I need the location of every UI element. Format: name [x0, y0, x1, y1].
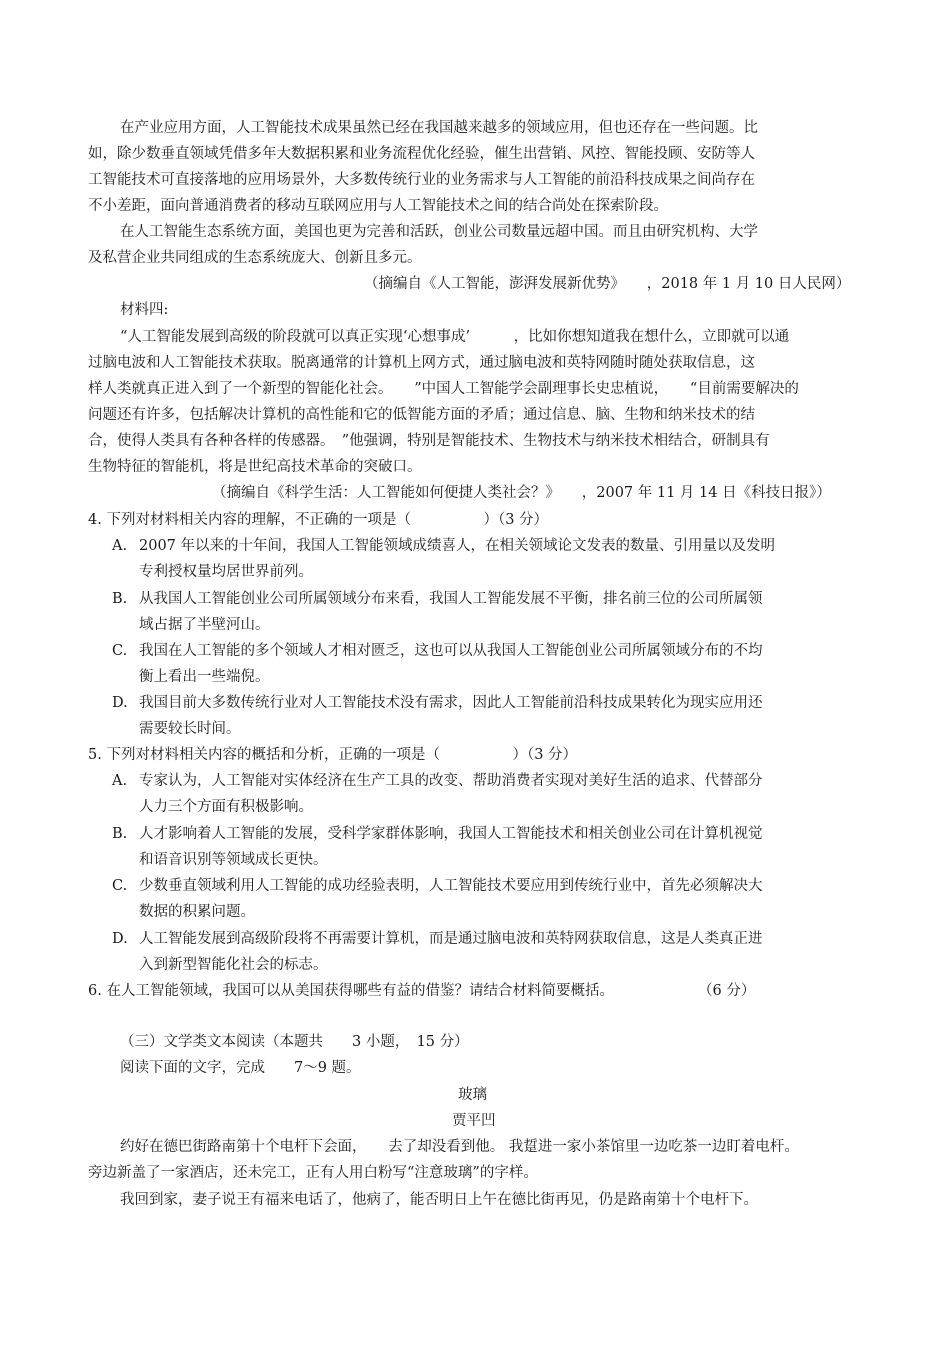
section3-header: （三）文学类文本阅读（本题共 3 小题， 15 分）: [120, 1034, 469, 1050]
q4-stem: 4. 下列对材料相关内容的理解，不正确的一项是（ ）（3 分）: [88, 512, 549, 528]
material3-para1-line: 如，除少数垂直领域凭借多年大数据积累和业务流程优化经验，催生出营销、风控、智能投顾、安防等人: [88, 146, 755, 162]
material4-para-line: 合，使得人类具有各种各样的传感器。 ”他强调，特别是智能技术、生物技术与纳米技术相结合，研制具有: [88, 433, 770, 449]
q4-option-b-line: 从我国人工智能创业公司所属领域分布来看，我国人工智能发展不平衡，排名前三位的公司所属领: [139, 591, 763, 607]
q4-option-c-line: 我国在人工智能的多个领域人才相对匮乏，这也可以从我国人工智能创业公司所属领域分布的不均: [139, 643, 763, 659]
material4-para-line: 生物特征的智能机，将是世纪高技术革命的突破口。: [88, 459, 422, 475]
q4-option-d-line: 我国目前大多数传统行业对人工智能技术没有需求，因此人工智能前沿科技成果转化为现实应用还: [139, 695, 763, 711]
q4-option-c-line: 衡上看出一些端倪。: [139, 669, 270, 685]
q5-option-a-letter: A.: [112, 773, 128, 789]
material4-para-line: “人工智能发展到高级的阶段就可以真正实现‘心想事成’ ，比如你想知道我在想什么，立即就可以通: [120, 329, 790, 345]
material4-para-line: 问题还有许多，包括解决计算机的高性能和它的低智能方面的矛盾；通过信息、脑、生物和纳米技术的结: [88, 407, 755, 423]
story-author: 贾平凹: [452, 1113, 496, 1129]
q5-option-d-letter: D.: [112, 931, 128, 947]
q6-points: （6 分）: [698, 983, 756, 999]
q6-stem: 6. 在人工智能领域，我国可以从美国获得哪些有益的借鉴？请结合材料简要概括。: [88, 983, 614, 999]
material3-para2-line: 及私营企业共同组成的生态系统庞大、创新且多元。: [88, 250, 422, 266]
q4-option-c-letter: C.: [112, 643, 128, 659]
q5-option-a-line: 专家认为，人工智能对实体经济在生产工具的改变、帮助消费者实现对美好生活的追求、代替部分: [139, 773, 763, 789]
q5-option-a-line: 人力三个方面有积极影响。: [139, 799, 313, 815]
material3-para1-line: 工智能技术可直接落地的应用场景外，大多数传统行业的业务需求与人工智能的前沿科技成果之间尚存在: [88, 172, 755, 188]
q5-option-c-line: 少数垂直领域利用人工智能的成功经验表明，人工智能技术要应用到传统行业中，首先必须解决大: [139, 878, 763, 894]
q4-option-d-letter: D.: [112, 695, 128, 711]
q5-option-c-letter: C.: [112, 878, 128, 894]
material4-source: （摘编自《科学生活：人工智能如何便捷人类社会？》 ，2007 年 11 月 14 日《科技日报》）: [212, 485, 831, 501]
story-para1-line: 旁边新盖了一家酒店，还未完工，正有人用白粉写“注意玻璃”的字样。: [88, 1165, 538, 1181]
story-title: 玻璃: [458, 1087, 487, 1103]
q4-option-d-line: 需要较长时间。: [139, 721, 241, 737]
material4-para-line: 过脑电波和人工智能技术获取。脱离通常的计算机上网方式，通过脑电波和英特网随时随处获取信息，这: [88, 355, 755, 371]
section3-instruction: 阅读下面的文字，完成 7～9 题。: [120, 1060, 361, 1076]
story-para2: 我回到家，妻子说王有福来电话了，他病了，能否明日上午在德比街再见，仍是路南第十个电杆下。: [120, 1192, 758, 1208]
q5-option-d-line: 人工智能发展到高级阶段将不再需要计算机，而是通过脑电波和英特网获取信息，这是人类真正进: [139, 931, 763, 947]
q4-option-a-line: 专利授权量均居世界前列。: [139, 564, 313, 580]
story-para1-line: 约好在德巴街路南第十个电杆下会面， 去了却没看到他。 我踅进一家小茶馆里一边吃茶一边盯着电杆。: [120, 1139, 799, 1155]
q4-option-b-letter: B.: [112, 591, 128, 607]
q4-option-a-letter: A.: [112, 538, 128, 554]
material3-source: （摘编自《人工智能，澎湃发展新优势》 ，2018 年 1 月 10 日人民网）: [364, 276, 851, 292]
q5-option-c-line: 数据的积累问题。: [139, 904, 255, 920]
q4-option-b-line: 域占据了半壁河山。: [139, 617, 270, 633]
material4-para-line: 样人类就真正进入到了一个新型的智能化社会。 ”中国人工智能学会副理事长史忠植说， “目前需要解决的: [88, 381, 799, 397]
q5-option-b-line: 人才影响着人工智能的发展，受科学家群体影响，我国人工智能技术和相关创业公司在计算机视觉: [139, 826, 763, 842]
q4-option-a-line: 2007 年以来的十年间，我国人工智能领域成绩喜人，在相关领域论文发表的数量、引用量以及发明: [139, 538, 776, 554]
material3-para2-line: 在人工智能生态系统方面，美国也更为完善和活跃，创业公司数量远超中国。而且由研究机构、大学: [120, 224, 758, 240]
q5-option-b-line: 和语音识别等领域成长更快。: [139, 852, 328, 868]
material3-para1-line: 不小差距，面向普通消费者的移动互联网应用与人工智能技术之间的结合尚处在探索阶段。: [88, 198, 668, 214]
q5-option-b-letter: B.: [112, 826, 128, 842]
q5-option-d-line: 入到新型智能化社会的标志。: [139, 957, 328, 973]
q5-stem: 5. 下列对材料相关内容的概括和分析，正确的一项是（ ）（3 分）: [88, 747, 578, 763]
material3-para1-line: 在产业应用方面，人工智能技术成果虽然已经在我国越来越多的领域应用，但也还存在一些问题。比: [120, 120, 758, 136]
material4-label: 材料四:: [120, 302, 169, 318]
